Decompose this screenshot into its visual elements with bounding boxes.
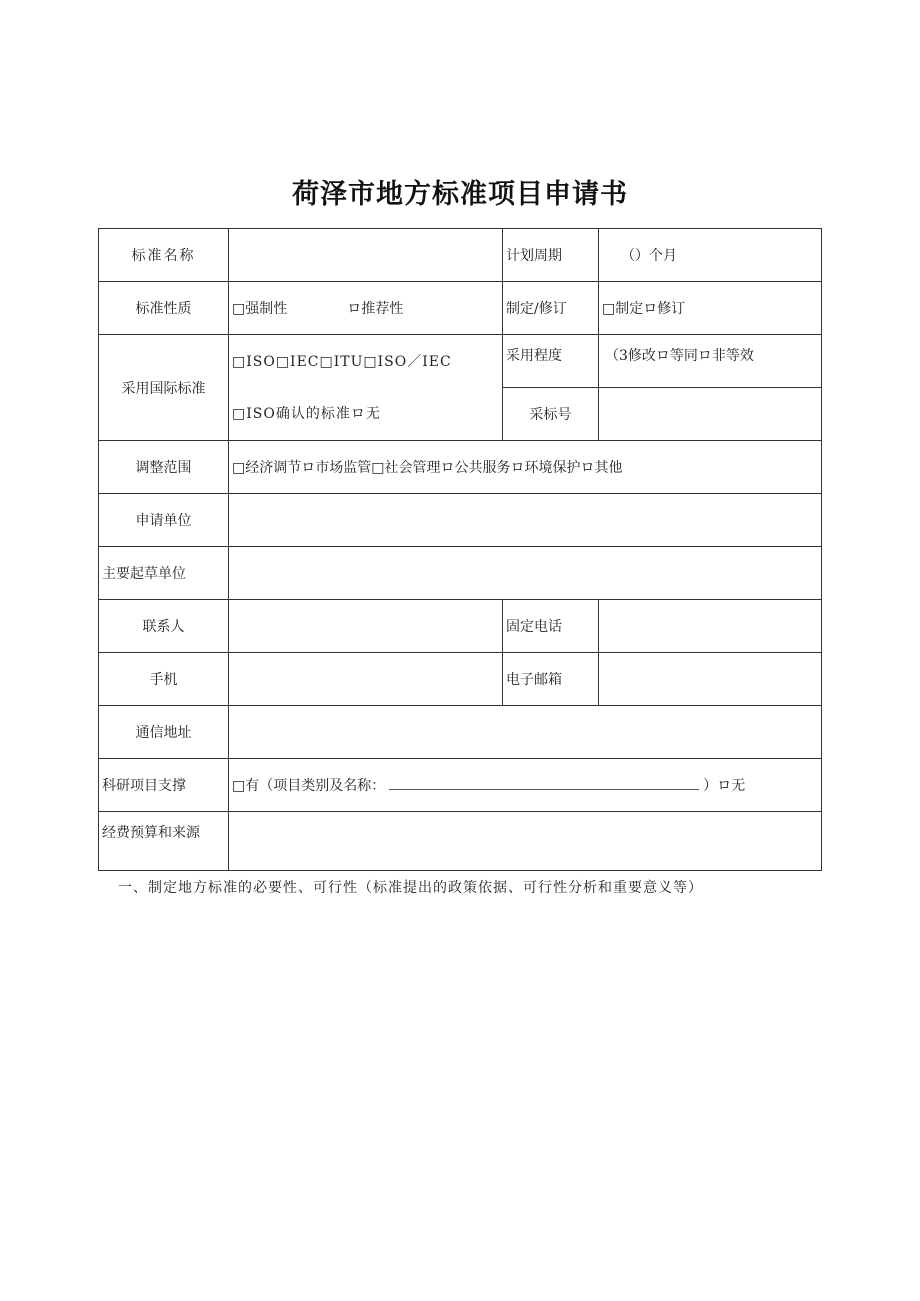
mobile-field[interactable] bbox=[229, 653, 503, 706]
adjust-scope-label: 调整范围 bbox=[99, 441, 229, 494]
make-revise-options[interactable]: □制定ロ修订 bbox=[599, 282, 822, 335]
project-name-blank[interactable] bbox=[389, 777, 699, 790]
adoption-degree-label: 采用程度 bbox=[503, 335, 599, 388]
row-budget bbox=[99, 812, 822, 871]
adopted-number-label: 采标号 bbox=[503, 388, 599, 441]
drafting-unit-label: 主要起草单位 bbox=[99, 547, 229, 600]
address-field[interactable] bbox=[229, 706, 822, 759]
plan-period-label: 计划周期 bbox=[503, 229, 599, 282]
adjust-scope-options[interactable]: □经济调节ロ市场监管□社会管理ロ公共服务ロ环境保护ロ其他 bbox=[229, 441, 822, 494]
row-adjust-scope bbox=[99, 441, 822, 494]
row-adoption-degree bbox=[99, 335, 822, 388]
adopted-number-field[interactable] bbox=[599, 388, 822, 441]
adoption-degree-options[interactable]: （3修改ロ等同ロ非等效 bbox=[599, 335, 822, 388]
standard-nature-label: 标准性质 bbox=[99, 282, 229, 335]
row-address bbox=[99, 706, 822, 759]
section-one-heading: 一、制定地方标准的必要性、可行性（标准提出的政策依据、可行性分析和重要意义等） bbox=[118, 880, 703, 896]
research-yes-checkbox[interactable]: □有（项目类别及名称： bbox=[232, 778, 386, 794]
contact-label: 联系人 bbox=[99, 600, 229, 653]
research-options bbox=[229, 759, 822, 812]
intl-standard-label: 采用国际标准 bbox=[99, 335, 229, 441]
intl-standard-options bbox=[229, 335, 503, 441]
intl-standard-line2[interactable]: □ISO确认的标准ロ无 bbox=[232, 405, 381, 422]
applicant-label: 申请单位 bbox=[99, 494, 229, 547]
landline-label: 固定电话 bbox=[503, 600, 599, 653]
mandatory-checkbox[interactable]: □强制性 bbox=[232, 301, 288, 317]
landline-field[interactable] bbox=[599, 600, 822, 653]
row-drafting-unit bbox=[99, 547, 822, 600]
page-title: 荷泽市地方标准项目申请书 bbox=[292, 179, 628, 210]
research-label: 科研项目支撑 bbox=[99, 759, 229, 812]
standard-name-field[interactable] bbox=[229, 229, 503, 282]
row-contact bbox=[99, 600, 822, 653]
contact-field[interactable] bbox=[229, 600, 503, 653]
plan-period-field[interactable] bbox=[599, 229, 822, 282]
make-revise-label: 制定/修订 bbox=[503, 282, 599, 335]
row-research bbox=[99, 759, 822, 812]
budget-label: 经费预算和来源 bbox=[99, 812, 229, 871]
row-mobile bbox=[99, 653, 822, 706]
intl-standard-line1[interactable]: □ISO□IEC□ITU□ISO／IEC bbox=[232, 353, 452, 370]
applicant-field[interactable] bbox=[229, 494, 822, 547]
row-standard-nature bbox=[99, 282, 822, 335]
email-field[interactable] bbox=[599, 653, 822, 706]
application-form-table bbox=[98, 228, 822, 871]
standard-nature-options bbox=[229, 282, 503, 335]
research-no-checkbox[interactable]: ）ロ无 bbox=[703, 778, 746, 794]
mobile-label: 手机 bbox=[99, 653, 229, 706]
plan-period-value: （）个月 bbox=[621, 248, 677, 264]
recommended-checkbox[interactable]: ロ推荐性 bbox=[347, 301, 404, 317]
email-label: 电子邮箱 bbox=[503, 653, 599, 706]
row-standard-name bbox=[99, 229, 822, 282]
drafting-unit-field[interactable] bbox=[229, 547, 822, 600]
row-applicant bbox=[99, 494, 822, 547]
address-label: 通信地址 bbox=[99, 706, 229, 759]
standard-name-label: 标准名称 bbox=[99, 229, 229, 282]
budget-field[interactable] bbox=[229, 812, 822, 871]
